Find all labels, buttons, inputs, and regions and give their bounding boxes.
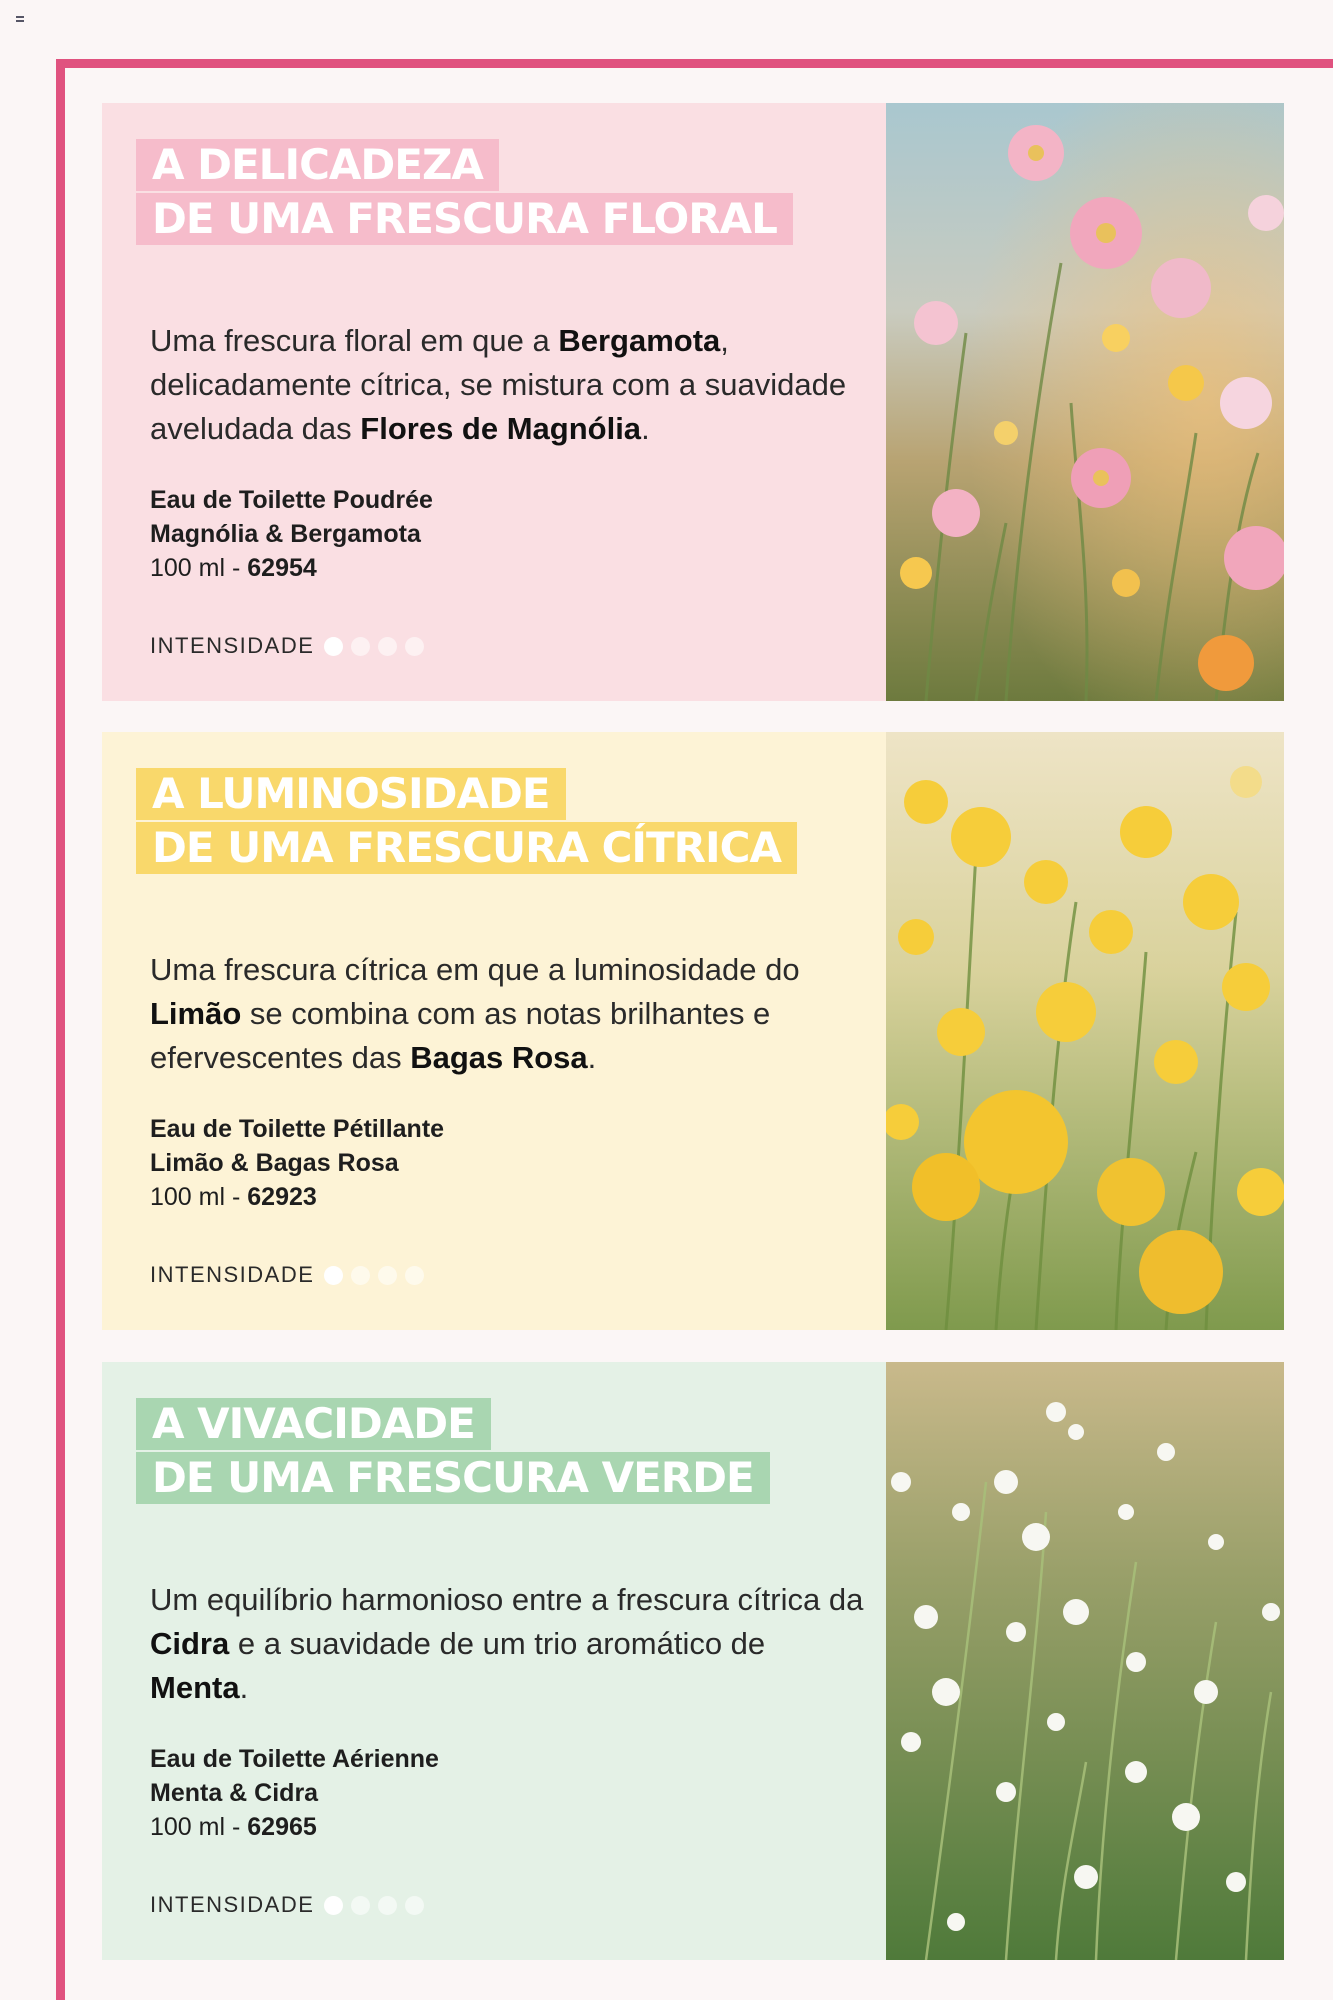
size-text: 100 ml - (150, 1813, 248, 1841)
description-text: . (587, 1040, 597, 1075)
description-text: Um equilíbrio harmonioso entre a frescura cítrica da (150, 1582, 864, 1617)
section-headline (136, 139, 793, 245)
product-size (150, 1810, 750, 1844)
headline-line-2: DE UMA FRESCURA VERDE (136, 1452, 770, 1504)
headline-line-1: A VIVACIDADE (136, 1398, 491, 1450)
intensity-meter (150, 1262, 432, 1288)
headline-line-2: DE UMA FRESCURA FLORAL (136, 193, 793, 245)
size-text: 100 ml - (150, 1183, 248, 1211)
highlighted-note: Limão (150, 996, 242, 1031)
description-text: , delicadamente cítrica, se mistura com a suavidade aveludada das (150, 323, 847, 446)
intensity-dots (324, 637, 432, 656)
menu-icon[interactable] (16, 16, 24, 24)
intensity-label: INTENSIDADE (150, 633, 315, 658)
pink-wildflowers-photo (886, 103, 1284, 701)
white-wildflowers-photo (886, 1362, 1284, 1960)
highlighted-note: Cidra (150, 1626, 230, 1661)
description-text: Uma frescura floral em que a (150, 323, 559, 358)
frame-border-left (56, 59, 65, 2000)
product-variant: Limão & Bagas Rosa (150, 1149, 399, 1177)
intensity-dot (378, 637, 397, 656)
highlighted-note: Flores de Magnólia (360, 411, 642, 446)
intensity-dot (351, 637, 370, 656)
product-size (150, 551, 750, 585)
product-card-floral (102, 103, 1284, 701)
intensity-dot (351, 1896, 370, 1915)
product-variant: Menta & Cidra (150, 1779, 319, 1807)
product-card-citric (102, 732, 1284, 1330)
product-card-green (102, 1362, 1284, 1960)
product-name: Eau de Toilette Pétillante (150, 1115, 445, 1143)
intensity-dot (378, 1896, 397, 1915)
intensity-dot (405, 1896, 424, 1915)
product-variant: Magnólia & Bergamota (150, 520, 421, 548)
section-headline (136, 1398, 770, 1504)
product-description (150, 319, 870, 451)
intensity-label: INTENSIDADE (150, 1892, 315, 1917)
intensity-dots (324, 1896, 432, 1915)
highlighted-note: Bergamota (558, 323, 721, 358)
intensity-dot (405, 637, 424, 656)
section-headline (136, 768, 797, 874)
product-code: 62923 (247, 1183, 317, 1211)
intensity-dot (324, 1266, 343, 1285)
product-info (150, 483, 750, 585)
intensity-meter (150, 633, 432, 659)
intensity-dot (378, 1266, 397, 1285)
product-code: 62965 (247, 1813, 317, 1841)
highlighted-note: Menta (150, 1670, 240, 1705)
headline-line-1: A LUMINOSIDADE (136, 768, 566, 820)
intensity-dots (324, 1266, 432, 1285)
description-text: e a suavidade de um trio aromático de (229, 1626, 766, 1661)
product-code: 62954 (247, 554, 317, 582)
product-description (150, 948, 870, 1080)
intensity-dot (351, 1266, 370, 1285)
description-text: se combina com as notas brilhantes e efervescentes das (150, 996, 771, 1075)
intensity-dot (405, 1266, 424, 1285)
headline-line-1: A DELICADEZA (136, 139, 499, 191)
intensity-dot (324, 637, 343, 656)
product-name: Eau de Toilette Poudrée (150, 486, 433, 514)
description-text: . (239, 1670, 249, 1705)
product-description (150, 1578, 870, 1710)
frame-border-top (56, 59, 1333, 68)
intensity-dot (324, 1896, 343, 1915)
size-text: 100 ml - (150, 554, 248, 582)
product-info (150, 1742, 750, 1844)
headline-line-2: DE UMA FRESCURA CÍTRICA (136, 822, 797, 874)
intensity-meter (150, 1892, 432, 1918)
product-info (150, 1112, 750, 1214)
description-text: . (641, 411, 650, 446)
product-name: Eau de Toilette Aérienne (150, 1745, 439, 1773)
intensity-label: INTENSIDADE (150, 1262, 315, 1287)
description-text: Uma frescura cítrica em que a luminosidade do (150, 952, 800, 987)
product-size (150, 1180, 750, 1214)
highlighted-note: Bagas Rosa (410, 1040, 588, 1075)
yellow-buttercups-photo (886, 732, 1284, 1330)
